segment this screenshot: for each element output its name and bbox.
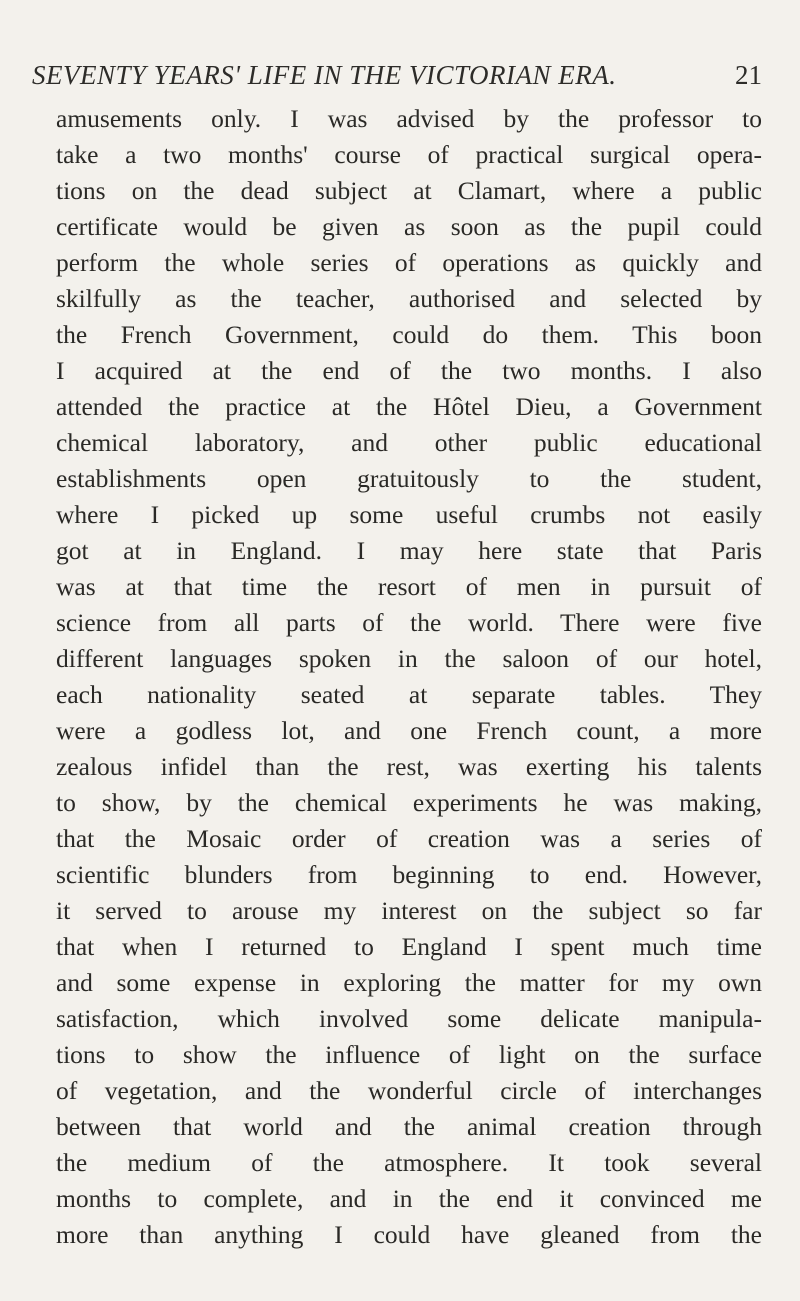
text-line: that when I returned to England I spent much time (56, 932, 762, 961)
text-line: between that world and the animal creation through (56, 1112, 762, 1141)
text-line: amusements only. I was advised by the professor to (56, 104, 762, 133)
text-line: scientific blunders from beginning to end. However, (56, 860, 762, 889)
text-line: was at that time the resort of men in pursuit of (56, 572, 762, 601)
text-line: the French Government, could do them. This boon (56, 320, 762, 349)
text-line: and some expense in exploring the matter for my own (56, 968, 762, 997)
text-line: take a two months' course of practical surgical opera- (56, 140, 762, 169)
page-number: 21 (735, 60, 762, 90)
text-line: months to complete, and in the end it convinced me (56, 1184, 762, 1213)
text-line: more than anything I could have gleaned from the (56, 1220, 762, 1249)
body-text (56, 101, 762, 1253)
text-line: where I picked up some useful crumbs not easily (56, 500, 762, 529)
text-line: different languages spoken in the saloon of our hotel, (56, 644, 762, 673)
text-line: I acquired at the end of the two months. I also (56, 356, 762, 385)
text-line: certificate would be given as soon as the pupil could (56, 212, 762, 241)
text-line: perform the whole series of operations as quickly and (56, 248, 762, 277)
text-line: skilfully as the teacher, authorised and selected by (56, 284, 762, 313)
text-line: got at in England. I may here state that Paris (56, 536, 762, 565)
text-line: establishments open gratuitously to the student, (56, 464, 762, 493)
text-line: of vegetation, and the wonderful circle of interchanges (56, 1076, 762, 1105)
text-line: to show, by the chemical experiments he was making, (56, 788, 762, 817)
text-line: satisfaction, which involved some delicate manipula- (56, 1004, 762, 1033)
text-line: zealous infidel than the rest, was exerting his talents (56, 752, 762, 781)
text-line: it served to arouse my interest on the subject so far (56, 896, 762, 925)
text-line: were a godless lot, and one French count, a more (56, 716, 762, 745)
text-line: tions on the dead subject at Clamart, where a public (56, 176, 762, 205)
running-head (32, 60, 762, 94)
text-line: each nationality seated at separate tables. They (56, 680, 762, 709)
text-line: that the Mosaic order of creation was a series of (56, 824, 762, 853)
text-line: the medium of the atmosphere. It took several (56, 1148, 762, 1177)
text-line: chemical laboratory, and other public educational (56, 428, 762, 457)
text-line: science from all parts of the world. There were five (56, 608, 762, 637)
running-title: SEVENTY YEARS' LIFE IN THE VICTORIAN ERA. (32, 60, 617, 90)
text-line: attended the practice at the Hôtel Dieu, a Government (56, 392, 762, 421)
text-line: tions to show the influence of light on the surface (56, 1040, 762, 1069)
